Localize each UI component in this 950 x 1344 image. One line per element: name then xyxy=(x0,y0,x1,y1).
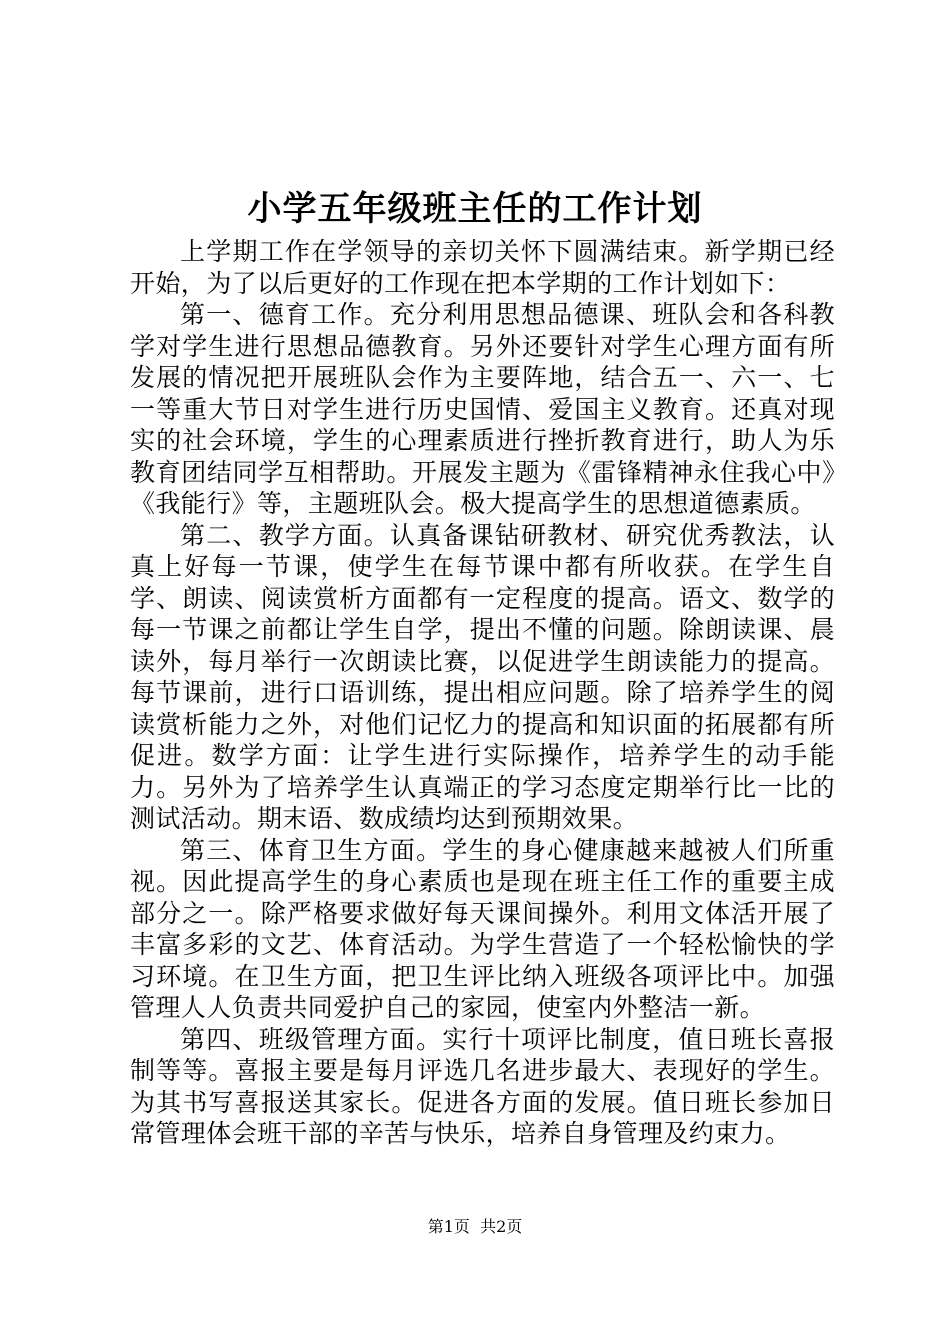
page-total: 共2页 xyxy=(480,1217,523,1236)
paragraph-intro: 上学期工作在学领导的亲切关怀下圆满结束。新学期已经开始，为了以后更好的工作现在把本学期的工作计划如下： xyxy=(130,237,835,298)
paragraph-teaching: 第二、教学方面。认真备课钻研教材、研究优秀教法，认真上好每一节课，使学生在每节课中都有所收获。在学生自学、朗读、阅读赏析方面都有一定程度的提高。语文、数学的每一节课之前都让学生自学，提出不懂的问题。除朗读课、晨读外，每月举行一次朗读比赛，以促进学生朗读能力的提高。每节课前，进行口语训练，提出相应问题。除了培养学生的阅读赏析能力之外，对他们记忆力的提高和知识面的拓展都有所促进。数学方面：让学生进行实际操作，培养学生的动手能力。另外为了培养学生认真端正的学习态度定期举行比一比的测试活动。期末语、数成绩均达到预期效果。 xyxy=(130,520,835,833)
page-footer xyxy=(0,1216,950,1238)
paragraph-class-management: 第四、班级管理方面。实行十项评比制度，值日班长喜报制等等。喜报主要是每月评选几名进步最大、表现好的学生。为其书写喜报送其家长。促进各方面的发展。值日班长参加日常管理体会班干部的辛苦与快乐，培养自身管理及约束力。 xyxy=(130,1024,835,1148)
document-body xyxy=(130,236,835,1150)
paragraph-sports-hygiene: 第三、体育卫生方面。学生的身心健康越来越被人们所重视。因此提高学生的身心素质也是现在班主任工作的重要主成部分之一。除严格要求做好每天课间操外。利用文体活开展了丰富多彩的文艺、体育活动。为学生营造了一个轻松愉快的学习环境。在卫生方面，把卫生评比纳入班级各项评比中。加强管理人人负责共同爱护自己的家园，使室内外整洁一新。 xyxy=(130,835,835,1022)
paragraph-moral-education: 第一、德育工作。充分利用思想品德课、班队会和各科教学对学生进行思想品德教育。另外还要针对学生心理方面有所发展的情况把开展班队会作为主要阵地，结合五一、六一、七一等重大节日对学生进行历史国情、爱国主义教育。还真对现实的社会环境，学生的心理素质进行挫折教育进行，助人为乐教育团结同学互相帮助。开展发主题为《雷锋精神永住我心中》《我能行》等，主题班队会。极大提高学生的思想道德素质。 xyxy=(130,300,835,518)
page-number: 第1页 xyxy=(427,1217,470,1236)
document-title: 小学五年级班主任的工作计划 xyxy=(247,189,703,229)
